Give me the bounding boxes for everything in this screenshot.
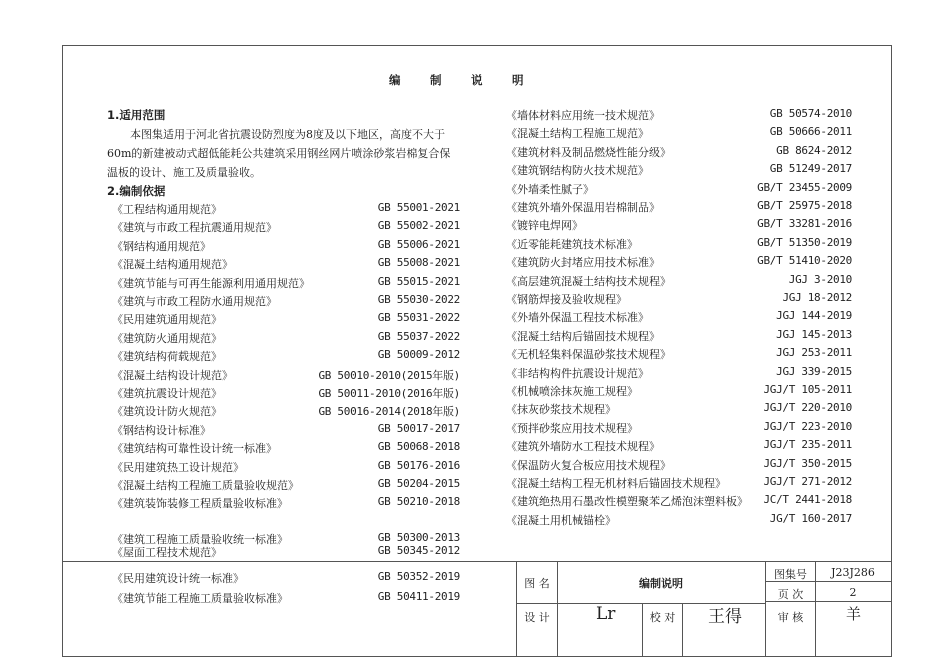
reference-title: 《建筑节能工程施工质量验收标准》 [112, 592, 288, 605]
title-char: 说 [471, 73, 483, 87]
reference-code: GB/T 51350-2019 [757, 236, 852, 249]
reference-title: 《外墙外保温工程技术标准》 [506, 311, 649, 324]
section-heading-basis: 2.编制依据 [107, 184, 166, 198]
reference-title: 《建筑与市政工程防水通用规范》 [112, 295, 277, 308]
reference-code: GB 50016-2014(2018年版) [318, 405, 460, 418]
scope-line: 温板的设计、施工及质量验收。 [107, 166, 261, 179]
reference-code: JGJ 339-2015 [776, 365, 852, 378]
reference-title: 《非结构构件抗震设计规范》 [506, 367, 649, 380]
reference-code: GB 55006-2021 [377, 238, 460, 251]
reference-code: GB 50352-2019 [377, 570, 460, 583]
scope-line: 本图集适用于河北省抗震设防烈度为8度及以下地区，高度不大于 [130, 128, 445, 141]
reference-title: 《建筑钢结构防火技术规范》 [506, 164, 649, 177]
reference-code: GB 50011-2010(2016年版) [318, 387, 460, 400]
reference-code: GB 50574-2010 [769, 107, 852, 120]
reference-code: GB 50017-2017 [377, 422, 460, 435]
label-page: 页 次 [777, 588, 804, 601]
title-block-divider [557, 603, 558, 656]
reference-title: 《混凝土结构工程无机材料后锚固技术规程》 [506, 477, 726, 490]
reference-code: GB/T 33281-2016 [757, 217, 852, 230]
reference-title: 《建筑外墙外保温用岩棉制品》 [506, 201, 660, 214]
title-block-top-rule [62, 561, 891, 562]
reference-code: GB 50010-2010(2015年版) [318, 369, 460, 382]
reference-title: 《墙体材料应用统一技术规范》 [506, 109, 660, 122]
reference-code: JGJ/T 105-2011 [763, 383, 852, 396]
reference-title: 《建筑结构荷载规范》 [112, 350, 222, 363]
reference-code: JGJ/T 223-2010 [763, 420, 852, 433]
reference-title: 《钢结构通用规范》 [112, 240, 211, 253]
reference-title: 《建筑绝热用石墨改性模塑聚苯乙烯泡沫塑料板》 [506, 495, 748, 508]
reference-title: 《高层建筑混凝土结构技术规程》 [506, 275, 671, 288]
reference-title: 《民用建筑设计统一标准》 [112, 572, 244, 585]
label-review: 审 核 [777, 611, 804, 624]
title-block-divider [682, 603, 683, 656]
reference-code: GB 55001-2021 [377, 201, 460, 214]
title-char: 编 [389, 73, 401, 87]
reference-code: GB 50345-2012 [377, 544, 460, 557]
drawing-name: 编制说明 [639, 577, 683, 590]
reference-title: 《建筑抗震设计规范》 [112, 387, 222, 400]
reference-code: GB 50009-2012 [377, 348, 460, 361]
label-drawing-name: 图 名 [524, 577, 550, 590]
reference-code: GB/T 51410-2020 [757, 254, 852, 267]
reference-code: JGJ/T 350-2015 [763, 457, 852, 470]
reference-title: 《建筑结构可靠性设计统一标准》 [112, 442, 277, 455]
reference-title: 《混凝土结构工程施工质量验收规范》 [112, 479, 299, 492]
reference-code: GB 51249-2017 [769, 162, 852, 175]
reference-title: 《建筑外墙防水工程技术规程》 [506, 440, 660, 453]
reference-title: 《建筑与市政工程抗震通用规范》 [112, 221, 277, 234]
reference-title: 《建筑设计防火规范》 [112, 405, 222, 418]
reference-title: 《混凝土结构设计规范》 [112, 369, 233, 382]
reference-code: GB 50176-2016 [377, 459, 460, 472]
title-char: 制 [430, 73, 442, 87]
reference-code: GB 50666-2011 [769, 125, 852, 138]
label-atlas-no: 图集号 [774, 568, 807, 581]
reference-code: GB 50204-2015 [377, 477, 460, 490]
reference-title: 《机械喷涂抹灰施工规程》 [506, 385, 638, 398]
section-heading-scope: 1.适用范围 [107, 108, 166, 122]
reference-code: GB 55037-2022 [377, 330, 460, 343]
reference-code: GB 50411-2019 [377, 590, 460, 603]
reference-title: 《外墙柔性腻子》 [506, 183, 594, 196]
reference-code: JGJ 253-2011 [776, 346, 852, 359]
reference-code: JGJ 3-2010 [788, 273, 852, 286]
reference-title: 《混凝土结构后锚固技术规程》 [506, 330, 660, 343]
reference-code: GB 8624-2012 [776, 144, 852, 157]
reference-title: 《屋面工程技术规范》 [112, 546, 222, 559]
reference-title: 《建筑材料及制品燃烧性能分级》 [506, 146, 671, 159]
reference-code: GB 55008-2021 [377, 256, 460, 269]
scope-line: 60m的新建被动式超低能耗公共建筑采用钢丝网片喷涂砂浆岩棉复合保 [107, 147, 451, 160]
label-design: 设 计 [524, 611, 550, 624]
reference-title: 《建筑节能与可再生能源利用通用规范》 [112, 277, 310, 290]
reference-title: 《工程结构通用规范》 [112, 203, 222, 216]
reference-title: 《混凝土用机械锚栓》 [506, 514, 616, 527]
reference-code: JGJ/T 271-2012 [763, 475, 852, 488]
reference-title: 《混凝土结构通用规范》 [112, 258, 233, 271]
reference-title: 《抹灰砂浆技术规程》 [506, 403, 616, 416]
reference-code: GB 50068-2018 [377, 440, 460, 453]
reference-code: GB 55030-2022 [377, 293, 460, 306]
reference-title: 《建筑防火封堵应用技术标准》 [506, 256, 660, 269]
reference-code: GB 50210-2018 [377, 495, 460, 508]
atlas-number: J23J286 [831, 566, 875, 579]
reference-code: JGJ 18-2012 [782, 291, 852, 304]
reference-title: 《保温防火复合板应用技术规程》 [506, 459, 671, 472]
reference-code: JGJ/T 235-2011 [763, 438, 852, 451]
reference-title: 《镀锌电焊网》 [506, 219, 583, 232]
reference-title: 《无机轻集料保温砂浆技术规程》 [506, 348, 671, 361]
reference-title: 《钢结构设计标准》 [112, 424, 211, 437]
reference-title: 《钢筋焊接及验收规程》 [506, 293, 627, 306]
reference-title: 《民用建筑热工设计规范》 [112, 461, 244, 474]
title-char: 明 [512, 73, 524, 87]
reference-code: GB/T 23455-2009 [757, 181, 852, 194]
reference-title: 《预拌砂浆应用技术规程》 [506, 422, 638, 435]
reference-code: JGJ 144-2019 [776, 309, 852, 322]
reference-code: GB 55031-2022 [377, 311, 460, 324]
reference-code: JC/T 2441-2018 [763, 493, 852, 506]
reference-code: GB 50300-2013 [377, 531, 460, 544]
designer-signature: Lr [596, 604, 616, 624]
reference-code: JG/T 160-2017 [769, 512, 852, 525]
checker-signature: 王得 [708, 607, 742, 627]
page-number: 2 [849, 586, 857, 599]
reference-title: 《民用建筑通用规范》 [112, 313, 222, 326]
reference-code: JGJ/T 220-2010 [763, 401, 852, 414]
reference-title: 《建筑装饰装修工程质量验收标准》 [112, 497, 288, 510]
reference-title: 《混凝土结构工程施工规范》 [506, 127, 649, 140]
reference-title: 《建筑工程施工质量验收统一标准》 [112, 533, 288, 546]
reference-title: 《近零能耗建筑技术标准》 [506, 238, 638, 251]
reference-code: GB 55002-2021 [377, 219, 460, 232]
label-check: 校 对 [649, 611, 676, 624]
reference-code: GB 55015-2021 [377, 275, 460, 288]
reference-title: 《建筑防火通用规范》 [112, 332, 222, 345]
reviewer-signature: 羊 [846, 605, 862, 623]
reference-code: JGJ 145-2013 [776, 328, 852, 341]
reference-code: GB/T 25975-2018 [757, 199, 852, 212]
